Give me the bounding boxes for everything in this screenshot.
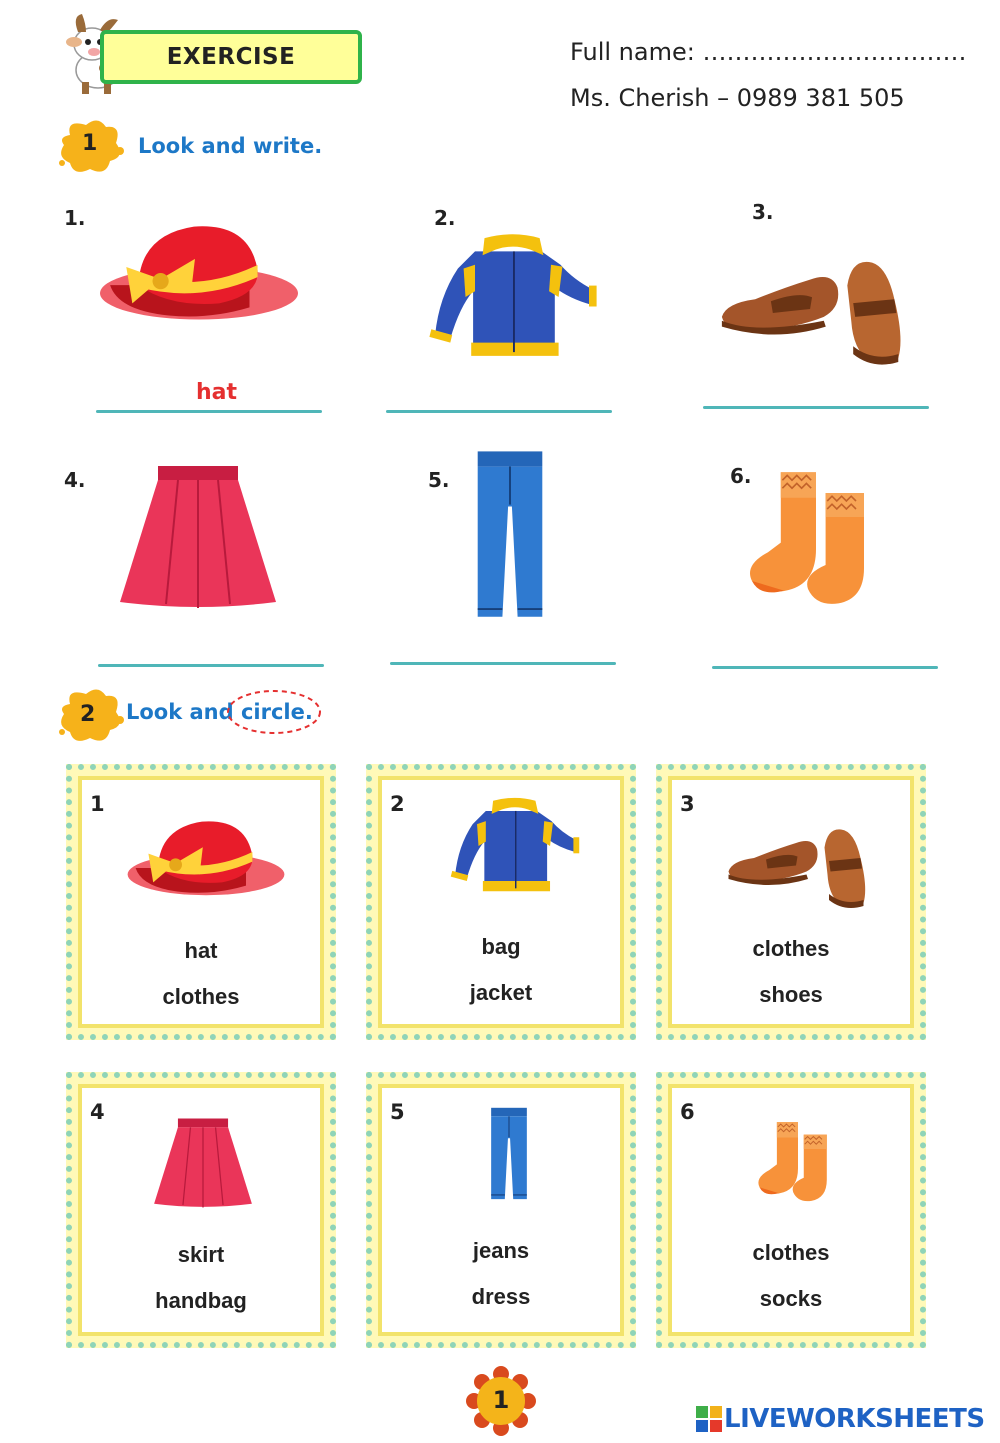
item-4-number: 4. [64, 468, 86, 492]
option-dress[interactable]: dress [471, 1284, 531, 1309]
item-6-answer[interactable] [712, 638, 938, 666]
dashed-circle-icon [225, 688, 323, 736]
answer-line-4[interactable] [98, 664, 324, 667]
option-jacket[interactable]: jacket [469, 980, 533, 1005]
item-5-answer[interactable] [390, 634, 616, 662]
section-2-number: 2 [80, 702, 96, 727]
liveworksheets-logo [696, 1404, 985, 1434]
shoes-icon [716, 252, 912, 370]
page-number-badge [466, 1366, 536, 1436]
option-handbag[interactable]: handbag [155, 1288, 247, 1313]
item-3-number: 3. [752, 200, 774, 224]
choice-card-6 [656, 1072, 926, 1348]
card-number: 2 [390, 792, 405, 816]
option-bag[interactable]: bag [481, 934, 521, 959]
jeans-icon [488, 1106, 530, 1202]
answer-line-5[interactable] [390, 662, 616, 665]
card-inner [668, 776, 914, 1028]
section-1-number: 1 [82, 131, 98, 156]
choice-card-4 [66, 1072, 336, 1348]
item-1-answer[interactable]: hat [196, 380, 238, 405]
card-inner [78, 776, 324, 1028]
option-socks[interactable]: socks [759, 1286, 823, 1311]
answer-line-2[interactable] [386, 410, 612, 413]
hat-icon [126, 812, 286, 900]
item-2-answer[interactable] [386, 380, 612, 408]
answer-line-3[interactable] [703, 406, 929, 409]
item-5-number: 5. [428, 468, 450, 492]
exercise-banner [100, 30, 362, 84]
socks-icon [736, 452, 896, 622]
card-inner [668, 1084, 914, 1336]
section-1-badge [56, 115, 126, 177]
option-skirt[interactable]: skirt [177, 1242, 225, 1267]
jacket-icon [418, 230, 608, 364]
full-name-label: Full name: …………………………… [570, 38, 967, 66]
section-2-badge [56, 684, 126, 746]
choice-card-3 [656, 764, 926, 1040]
skirt-icon [118, 462, 278, 612]
section-1-title: Look and write. [138, 134, 323, 158]
item-2-number: 2. [434, 206, 456, 230]
teacher-contact: Ms. Cherish – 0989 381 505 [570, 84, 905, 112]
skirt-icon [152, 1116, 254, 1210]
section-2-title: Look and circle. [126, 700, 313, 724]
shoes-icon [724, 822, 874, 912]
option-clothes[interactable]: clothes [752, 936, 830, 961]
option-clothes[interactable]: clothes [752, 1240, 830, 1265]
option-jeans[interactable]: jeans [472, 1238, 530, 1263]
item-1-number: 1. [64, 206, 86, 230]
hat-icon [98, 214, 300, 326]
card-inner [78, 1084, 324, 1336]
socks-icon [750, 1112, 846, 1210]
jacket-icon [442, 794, 588, 898]
option-hat[interactable]: hat [184, 938, 218, 963]
logo-text: LIVEWORKSHEETS [724, 1404, 985, 1434]
choice-card-1 [66, 764, 336, 1040]
item-4-answer[interactable] [98, 636, 324, 664]
choice-card-2 [366, 764, 636, 1040]
item-6-number: 6. [730, 464, 752, 488]
option-clothes[interactable]: clothes [162, 984, 240, 1009]
option-shoes[interactable]: shoes [759, 982, 823, 1007]
card-inner [378, 1084, 624, 1336]
card-number: 6 [680, 1100, 695, 1124]
card-inner [378, 776, 624, 1028]
card-number: 5 [390, 1100, 405, 1124]
item-3-answer[interactable] [703, 378, 929, 406]
page-number: 1 [492, 1386, 510, 1414]
card-number: 1 [90, 792, 105, 816]
choice-card-5 [366, 1072, 636, 1348]
exercise-title: EXERCISE [166, 44, 296, 70]
card-number: 4 [90, 1100, 105, 1124]
liveworksheets-icon [696, 1406, 722, 1432]
answer-line-6[interactable] [712, 666, 938, 669]
jeans-icon [472, 446, 548, 624]
card-number: 3 [680, 792, 695, 816]
answer-line-1[interactable] [96, 410, 322, 413]
